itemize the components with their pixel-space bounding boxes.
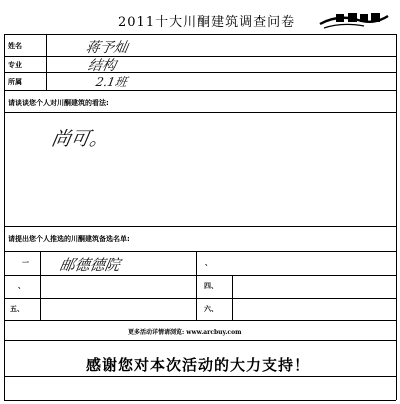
frame-right-border xyxy=(396,34,397,400)
promo-link-text: 更多活动详情请浏览: www.arcbuy.com xyxy=(128,329,242,336)
thanks-message: 感谢您对本次活动的大力支持！ xyxy=(86,356,311,374)
label-column-divider xyxy=(46,34,47,90)
promo-divider xyxy=(4,340,396,341)
class-value[interactable]: 2.1班 xyxy=(94,75,129,89)
name-value[interactable]: 蒋予灿 xyxy=(84,40,130,56)
opinion-answer[interactable]: 尚可。 xyxy=(49,128,111,150)
major-value[interactable]: 结构 xyxy=(86,58,118,74)
frame-left-border xyxy=(4,34,5,400)
name-label: 姓名 xyxy=(8,42,22,50)
list-left-value-1[interactable]: 邮德德院 xyxy=(58,256,122,274)
list-right-mark-1: 、 xyxy=(205,259,212,267)
major-label: 专业 xyxy=(8,61,22,69)
list-middle-column-divider xyxy=(196,251,197,320)
list-right-mark-3: 六、 xyxy=(204,305,218,313)
list-left-mark-2: 、 xyxy=(18,282,25,290)
opinion-section-bottom xyxy=(4,226,396,227)
list-left-mark-3: 五、 xyxy=(10,305,24,313)
field-divider xyxy=(4,90,396,91)
logo-swoosh-icon xyxy=(318,10,390,32)
page-title: 2011十大川酮建筑调查问卷 xyxy=(118,15,296,30)
list-row-divider xyxy=(4,298,396,299)
list-prompt-divider xyxy=(4,251,396,252)
list-right-mark-divider xyxy=(232,275,233,320)
field-divider xyxy=(4,72,396,73)
footer-divider xyxy=(4,376,396,377)
list-row-divider xyxy=(4,275,396,276)
list-grid-bottom xyxy=(4,320,396,321)
frame-bottom-border xyxy=(4,400,396,401)
list-left-mark-1: 一 xyxy=(22,259,29,267)
field-divider xyxy=(4,56,396,57)
list-right-mark-2: 四、 xyxy=(204,282,218,290)
opinion-prompt: 请谈谈您个人对川酮建筑的看法: xyxy=(8,99,109,107)
list-prompt: 请提出您个人推选的川酮建筑备选名单: xyxy=(8,235,130,243)
list-mark-column-divider xyxy=(40,251,41,320)
opinion-prompt-divider xyxy=(4,112,396,113)
site-logo xyxy=(318,10,390,36)
class-label: 所属 xyxy=(8,78,22,86)
